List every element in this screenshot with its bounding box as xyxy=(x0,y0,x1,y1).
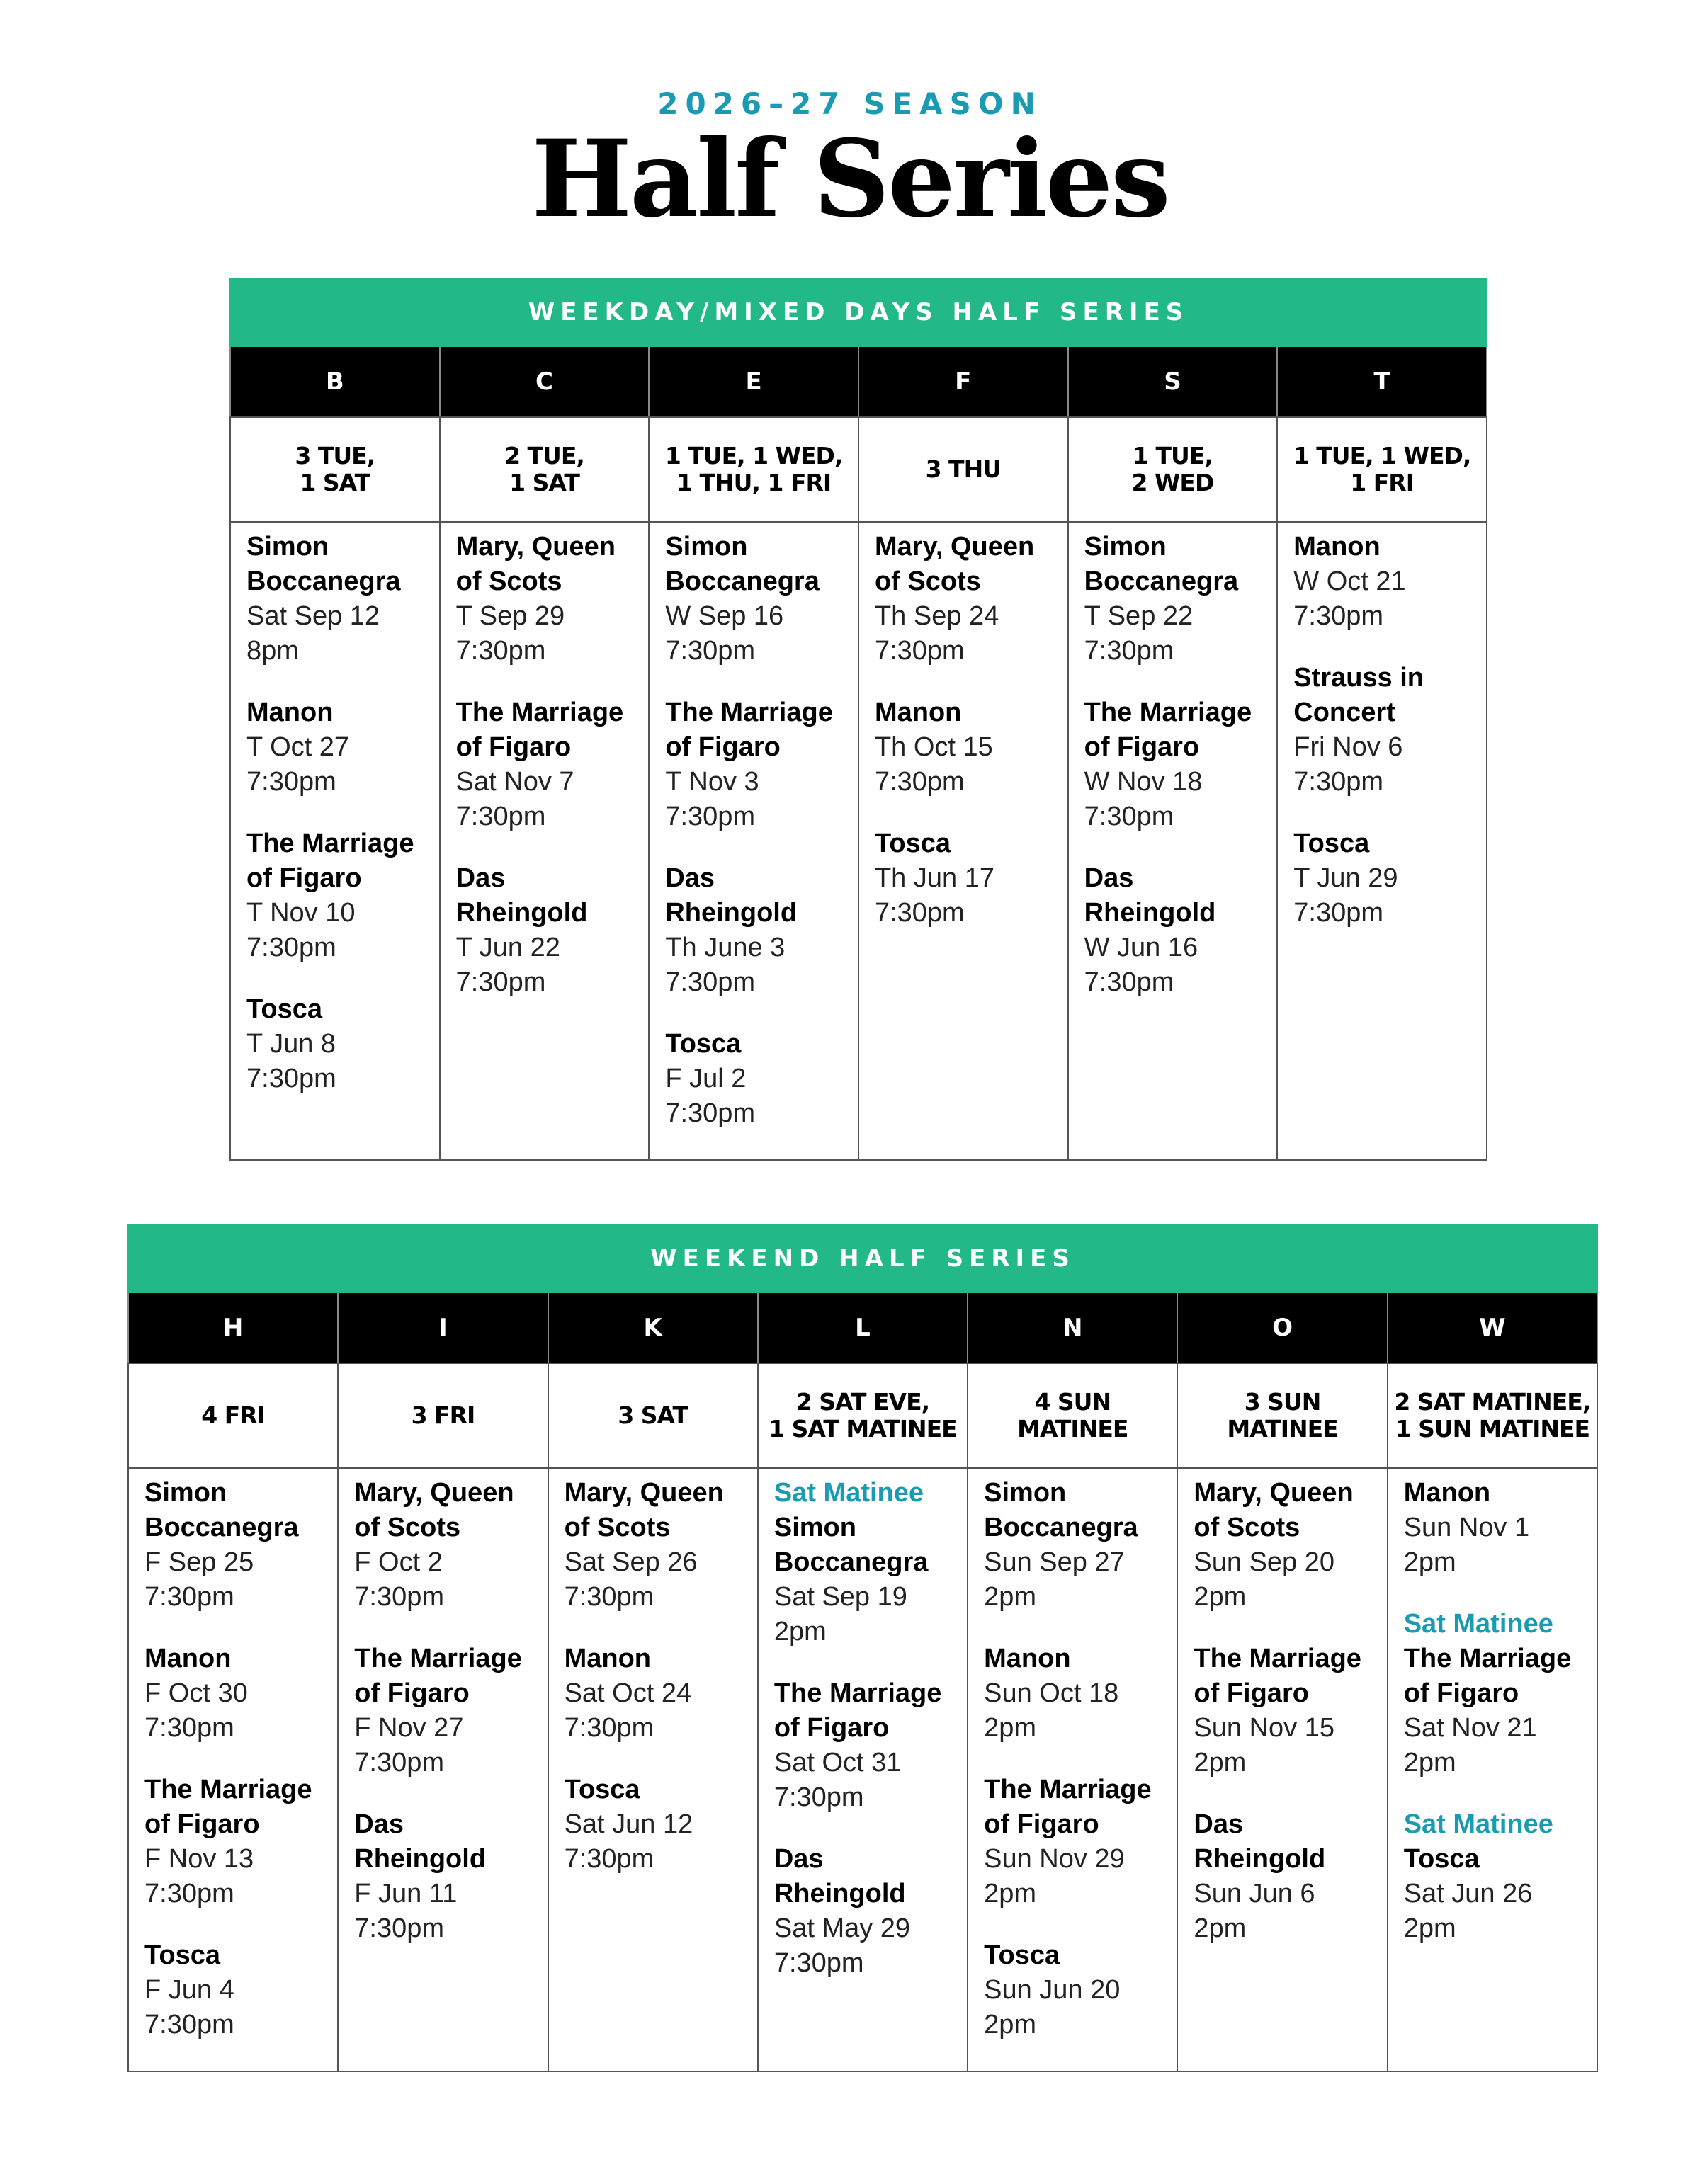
opera-title: The Marriage of Figaro xyxy=(665,698,833,762)
performance-date: Sat Nov 21 xyxy=(1403,1713,1537,1743)
performance-date: Th Jun 17 xyxy=(874,863,994,893)
matinee-label: Sat Matinee xyxy=(774,1478,924,1508)
performance-date: T Jun 8 xyxy=(246,1029,336,1059)
series-code-c: C xyxy=(440,347,650,417)
performance-date: Sun Nov 29 xyxy=(984,1844,1125,1874)
series-days-l: 2 SAT EVE, 1 SAT MATINEE xyxy=(758,1363,968,1468)
performance-time: 7:30pm xyxy=(665,636,756,666)
opera-title: Tosca xyxy=(874,829,951,858)
opera-title: Manon xyxy=(1403,1478,1491,1508)
performance-item xyxy=(1293,826,1479,931)
performance-time: 7:30pm xyxy=(144,1713,234,1743)
performance-item xyxy=(456,530,642,669)
performance-date: Sun Nov 1 xyxy=(1403,1513,1530,1542)
performance-time: 7:30pm xyxy=(1293,601,1384,631)
performance-time: 7:30pm xyxy=(354,1913,445,1943)
performance-item xyxy=(1084,530,1270,669)
opera-title: Tosca xyxy=(1403,1844,1480,1874)
opera-title: Simon Boccanegra xyxy=(665,532,820,596)
weekday-series-block xyxy=(230,278,1488,1161)
performance-date: F Jun 4 xyxy=(144,1975,234,2005)
performance-date: F Jul 2 xyxy=(665,1064,747,1093)
performance-date: Sun Sep 27 xyxy=(984,1547,1125,1577)
performance-item xyxy=(1404,1607,1590,1780)
season-label: 2026–27 SEASON xyxy=(657,86,1043,121)
series-days-t: 1 TUE, 1 WED, 1 FRI xyxy=(1277,417,1487,522)
performance-time: 7:30pm xyxy=(455,802,546,831)
performance-time: 7:30pm xyxy=(874,898,965,928)
opera-title: Manon xyxy=(984,1644,1071,1673)
performance-time: 7:30pm xyxy=(1084,802,1174,831)
series-days-c: 2 TUE, 1 SAT xyxy=(440,417,650,522)
series-column-e xyxy=(649,522,858,1160)
series-code-w: W xyxy=(1388,1293,1597,1363)
opera-title: Simon Boccanegra xyxy=(984,1478,1138,1542)
performance-item xyxy=(144,1938,330,2042)
performance-date: F Jun 11 xyxy=(354,1879,458,1909)
opera-title: Tosca xyxy=(246,994,323,1024)
series-code-h: H xyxy=(128,1293,338,1363)
opera-title: The Marriage of Figaro xyxy=(1084,698,1252,762)
opera-title: The Marriage of Figaro xyxy=(1403,1644,1572,1708)
opera-title: Das Rheingold xyxy=(354,1809,487,1874)
series-days-e: 1 TUE, 1 WED, 1 THU, 1 FRI xyxy=(649,417,858,522)
performance-time: 2pm xyxy=(984,1879,1037,1909)
opera-title: Manon xyxy=(1293,532,1381,562)
performance-item xyxy=(565,1773,750,1877)
performance-date: T Nov 10 xyxy=(246,898,356,928)
performance-time: 7:30pm xyxy=(455,636,546,666)
performance-item xyxy=(144,1642,330,1746)
performance-date: F Nov 13 xyxy=(144,1844,254,1874)
performance-date: T Jun 22 xyxy=(455,933,560,962)
performance-time: 7:30pm xyxy=(246,933,336,962)
performance-time: 7:30pm xyxy=(774,1948,864,1978)
performance-date: T Sep 29 xyxy=(455,601,565,631)
performance-time: 7:30pm xyxy=(144,1879,234,1909)
performance-time: 2pm xyxy=(1403,1547,1456,1577)
matinee-label: Sat Matinee xyxy=(1403,1809,1553,1839)
opera-title: Das Rheingold xyxy=(1194,1809,1326,1874)
performance-item xyxy=(456,695,642,834)
opera-title: Tosca xyxy=(665,1029,742,1059)
performance-date: Sat Jun 12 xyxy=(564,1809,693,1839)
performance-date: W Sep 16 xyxy=(665,601,784,631)
series-code-row xyxy=(230,347,1487,417)
performance-item xyxy=(1194,1642,1379,1780)
opera-title: Simon Boccanegra xyxy=(774,1513,929,1577)
page-title: Half Series xyxy=(531,117,1169,241)
series-column-f xyxy=(858,522,1068,1160)
series-code-b: B xyxy=(230,347,440,417)
performance-date: Sat Sep 26 xyxy=(564,1547,698,1577)
opera-title: The Marriage of Figaro xyxy=(455,698,624,762)
opera-title: Mary, Queen of Scots xyxy=(354,1478,514,1542)
performance-time: 2pm xyxy=(984,2010,1037,2040)
series-code-l: L xyxy=(758,1293,968,1363)
series-column-s xyxy=(1068,522,1278,1160)
performance-date: Sat Nov 7 xyxy=(455,767,574,797)
series-days-w: 2 SAT MATINEE, 1 SUN MATINEE xyxy=(1388,1363,1597,1468)
performance-time: 7:30pm xyxy=(665,802,756,831)
series-code-row xyxy=(128,1293,1597,1363)
performance-time: 7:30pm xyxy=(455,967,546,997)
performance-date: Sat Oct 31 xyxy=(774,1748,902,1778)
opera-title: Manon xyxy=(246,698,334,727)
opera-title: The Marriage of Figaro xyxy=(354,1644,522,1708)
performance-item xyxy=(565,1642,750,1746)
performance-date: Th June 3 xyxy=(665,933,786,962)
performance-item xyxy=(774,1676,960,1815)
opera-title: Tosca xyxy=(984,1940,1060,1970)
weekday-series-banner: WEEKDAY/MIXED DAYS HALF SERIES xyxy=(230,278,1488,347)
opera-title: Manon xyxy=(144,1644,232,1673)
performance-date: Sat Sep 12 xyxy=(246,601,380,631)
performance-date: F Oct 30 xyxy=(144,1678,248,1708)
weekend-series-block xyxy=(128,1224,1598,2072)
series-code-o: O xyxy=(1177,1293,1387,1363)
series-days-s: 1 TUE, 2 WED xyxy=(1068,417,1278,522)
performance-item xyxy=(875,530,1060,669)
performance-time: 7:30pm xyxy=(564,1582,654,1612)
performance-date: Sun Jun 6 xyxy=(1194,1879,1315,1909)
series-column-b xyxy=(230,522,440,1160)
performance-time: 2pm xyxy=(1194,1913,1247,1943)
performance-time: 2pm xyxy=(984,1582,1037,1612)
series-column-l xyxy=(758,1468,968,2071)
performance-time: 7:30pm xyxy=(774,1782,864,1812)
opera-title: Tosca xyxy=(144,1940,221,1970)
opera-title: Simon Boccanegra xyxy=(144,1478,299,1542)
opera-title: Simon Boccanegra xyxy=(246,532,401,596)
weekend-series-table xyxy=(128,1293,1598,2072)
performance-item xyxy=(246,530,432,669)
opera-title: Strauss in Concert xyxy=(1293,663,1424,727)
performance-item xyxy=(144,1773,330,1911)
matinee-label: Sat Matinee xyxy=(1403,1609,1553,1639)
opera-title: The Marriage of Figaro xyxy=(246,829,414,893)
performance-time: 7:30pm xyxy=(246,767,336,797)
performance-item xyxy=(984,1642,1169,1746)
performance-date: T Oct 27 xyxy=(246,732,350,762)
performance-date: Fri Nov 6 xyxy=(1293,732,1403,762)
series-days-f: 3 THU xyxy=(858,417,1068,522)
performance-item xyxy=(984,1476,1169,1615)
series-column-h xyxy=(128,1468,338,2071)
performance-date: Sat Sep 19 xyxy=(774,1582,907,1612)
performance-time: 7:30pm xyxy=(1084,967,1174,997)
series-code-e: E xyxy=(649,347,858,417)
series-days-k: 3 SAT xyxy=(548,1363,758,1468)
opera-title: Das Rheingold xyxy=(455,863,588,928)
opera-title: Tosca xyxy=(1293,829,1370,858)
opera-title: Manon xyxy=(564,1644,651,1673)
series-performances-row xyxy=(128,1468,1597,2071)
series-column-k xyxy=(548,1468,758,2071)
performance-item xyxy=(246,695,432,800)
performance-item xyxy=(774,1476,960,1649)
performance-date: F Oct 2 xyxy=(354,1547,443,1577)
performance-date: W Jun 16 xyxy=(1084,933,1198,962)
opera-title: Das Rheingold xyxy=(665,863,798,928)
performance-time: 2pm xyxy=(1403,1748,1456,1778)
performance-time: 7:30pm xyxy=(665,1098,756,1128)
performance-date: T Sep 22 xyxy=(1084,601,1194,631)
performance-item xyxy=(665,1027,851,1131)
performance-item xyxy=(1084,861,1270,1000)
performance-time: 7:30pm xyxy=(246,1064,336,1093)
series-code-n: N xyxy=(968,1293,1177,1363)
performance-date: W Oct 21 xyxy=(1293,567,1406,596)
weekend-series-banner: WEEKEND HALF SERIES xyxy=(128,1224,1598,1293)
opera-title: Tosca xyxy=(564,1775,640,1804)
performance-item xyxy=(984,1773,1169,1911)
performance-item xyxy=(565,1476,750,1615)
opera-title: The Marriage of Figaro xyxy=(1194,1644,1361,1708)
performance-time: 2pm xyxy=(1194,1748,1247,1778)
performance-time: 7:30pm xyxy=(874,767,965,797)
series-code-s: S xyxy=(1068,347,1278,417)
opera-title: The Marriage of Figaro xyxy=(144,1775,312,1839)
opera-title: Mary, Queen of Scots xyxy=(1194,1478,1354,1542)
series-column-t xyxy=(1277,522,1487,1160)
performance-date: Sun Jun 20 xyxy=(984,1975,1121,2005)
series-days-i: 3 FRI xyxy=(338,1363,548,1468)
performance-date: Sun Oct 18 xyxy=(984,1678,1119,1708)
performance-item xyxy=(774,1842,960,1981)
performance-item xyxy=(144,1476,330,1615)
series-column-o xyxy=(1177,1468,1387,2071)
performance-item xyxy=(456,861,642,1000)
performance-time: 7:30pm xyxy=(1293,767,1384,797)
performance-item xyxy=(1084,695,1270,834)
series-code-i: I xyxy=(338,1293,548,1363)
performance-item xyxy=(1194,1476,1379,1615)
performance-item xyxy=(984,1938,1169,2042)
performance-date: F Sep 25 xyxy=(144,1547,254,1577)
performance-date: Sat Oct 24 xyxy=(564,1678,692,1708)
performance-date: Sun Nov 15 xyxy=(1194,1713,1334,1743)
opera-title: Das Rheingold xyxy=(774,1844,906,1909)
performance-time: 7:30pm xyxy=(564,1713,654,1743)
performance-item xyxy=(665,695,851,834)
series-code-f: F xyxy=(858,347,1068,417)
performance-item xyxy=(354,1476,540,1615)
opera-title: Mary, Queen of Scots xyxy=(564,1478,724,1542)
opera-title: Mary, Queen of Scots xyxy=(874,532,1035,596)
performance-time: 7:30pm xyxy=(1084,636,1174,666)
series-column-i xyxy=(338,1468,548,2071)
performance-time: 7:30pm xyxy=(354,1748,445,1778)
series-days-row xyxy=(128,1363,1597,1468)
opera-title: Mary, Queen of Scots xyxy=(455,532,616,596)
series-days-row xyxy=(230,417,1487,522)
performance-date: T Jun 29 xyxy=(1293,863,1398,893)
performance-item xyxy=(1293,661,1479,800)
opera-title: Das Rheingold xyxy=(1084,863,1216,928)
opera-title: Simon Boccanegra xyxy=(1084,532,1239,596)
performance-date: Sat Jun 26 xyxy=(1403,1879,1533,1909)
performance-date: Sat May 29 xyxy=(774,1913,911,1943)
opera-title: The Marriage of Figaro xyxy=(774,1678,942,1743)
performance-time: 2pm xyxy=(984,1713,1037,1743)
opera-title: Manon xyxy=(874,698,962,727)
performance-item xyxy=(665,530,851,669)
performance-time: 7:30pm xyxy=(874,636,965,666)
performance-date: Th Sep 24 xyxy=(874,601,999,631)
performance-item xyxy=(665,861,851,1000)
performance-date: T Nov 3 xyxy=(665,767,759,797)
series-days-h: 4 FRI xyxy=(128,1363,338,1468)
series-days-b: 3 TUE, 1 SAT xyxy=(230,417,440,522)
series-performances-row xyxy=(230,522,1487,1160)
performance-time: 7:30pm xyxy=(354,1582,445,1612)
performance-time: 8pm xyxy=(246,636,299,666)
performance-date: Th Oct 15 xyxy=(874,732,993,762)
series-days-n: 4 SUN MATINEE xyxy=(968,1363,1177,1468)
performance-item xyxy=(1293,530,1479,634)
performance-time: 7:30pm xyxy=(144,2010,234,2040)
performance-item xyxy=(875,695,1060,800)
performance-time: 7:30pm xyxy=(1293,898,1384,928)
performance-item xyxy=(354,1642,540,1780)
performance-item xyxy=(1404,1807,1590,1946)
performance-time: 7:30pm xyxy=(665,967,756,997)
performance-item xyxy=(354,1807,540,1946)
performance-time: 2pm xyxy=(1194,1582,1247,1612)
performance-time: 7:30pm xyxy=(144,1582,234,1612)
series-code-k: K xyxy=(548,1293,758,1363)
performance-item xyxy=(1404,1476,1590,1580)
performance-time: 2pm xyxy=(774,1617,827,1646)
series-column-c xyxy=(440,522,650,1160)
performance-date: W Nov 18 xyxy=(1084,767,1203,797)
series-days-o: 3 SUN MATINEE xyxy=(1177,1363,1387,1468)
weekday-series-table xyxy=(230,347,1488,1161)
performance-item xyxy=(246,992,432,1096)
performance-date: F Nov 27 xyxy=(354,1713,464,1743)
opera-title: The Marriage of Figaro xyxy=(984,1775,1152,1839)
series-column-n xyxy=(968,1468,1177,2071)
performance-date: Sun Sep 20 xyxy=(1194,1547,1335,1577)
performance-item xyxy=(1194,1807,1379,1946)
performance-time: 7:30pm xyxy=(564,1844,654,1874)
performance-item xyxy=(875,826,1060,931)
performance-time: 2pm xyxy=(1403,1913,1456,1943)
series-column-w xyxy=(1388,1468,1597,2071)
series-code-t: T xyxy=(1277,347,1487,417)
performance-item xyxy=(246,826,432,965)
